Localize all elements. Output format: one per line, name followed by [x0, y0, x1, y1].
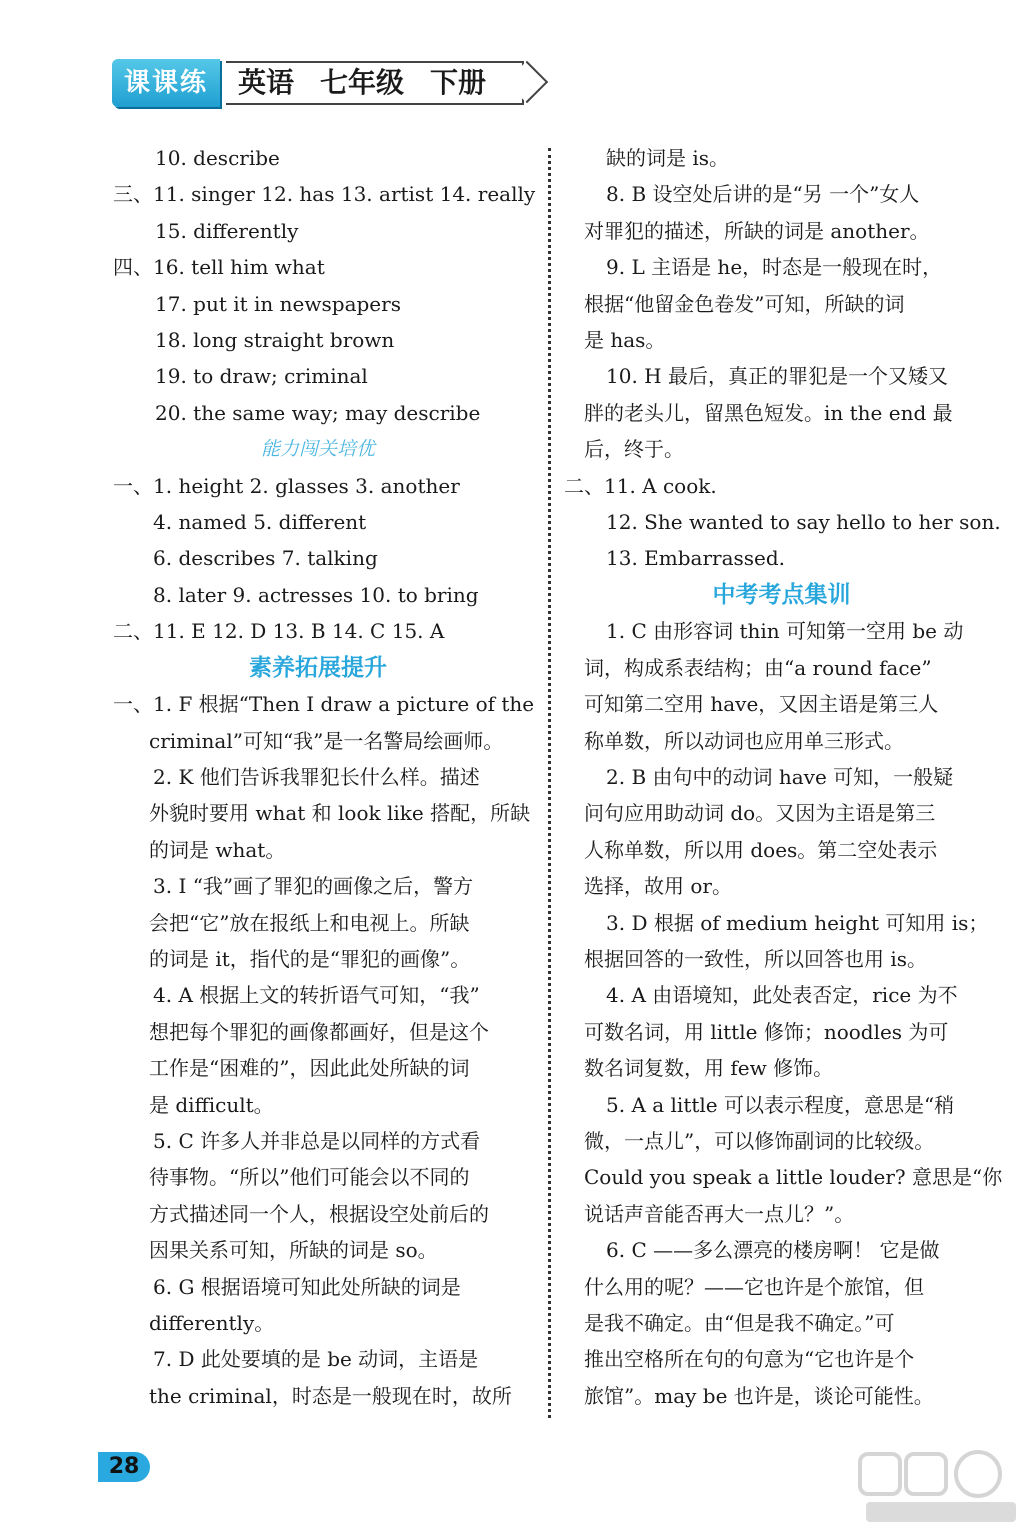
answer-line: 推出空格所在句的句意为“它也许是个	[584, 1347, 915, 1372]
answer-line: 7. D 此处要填的是 be 动词，主语是	[153, 1347, 479, 1372]
answer-line: differently。	[149, 1311, 275, 1335]
answer-line: 可知第二空用 have，又因主语是第三人	[584, 692, 939, 717]
answer-line: 17. put it in newspapers	[155, 291, 401, 316]
answer-line: 是我不确定。由“但是我不确定。”可	[584, 1311, 895, 1335]
answer-line: 8. B 设空处后讲的是“另 一个”女人	[606, 182, 920, 207]
answer-line: 5. C 许多人并非总是以同样的方式看	[153, 1128, 481, 1153]
answer-line: 四、16. tell him what	[113, 255, 325, 280]
answer-line: 一、1. F 根据“Then I draw a picture of the	[113, 692, 535, 717]
answer-line: 2. B 由句中的动词 have 可知，一般疑	[606, 764, 954, 789]
answer-line: 3. D 根据 of medium height 可知用 is；	[606, 910, 989, 935]
answer-line: 是 has。	[584, 328, 666, 353]
answer-line: 缺的词是 is。	[606, 146, 730, 170]
answer-line: 13. Embarrassed.	[606, 546, 786, 571]
answer-line: 后，终于。	[584, 437, 684, 462]
book-title	[226, 61, 524, 105]
answer-line: 二、11. E 12. D 13. B 14. C 15. A	[113, 619, 445, 644]
answer-line: 20. the same way; may describe	[155, 400, 481, 425]
answer-line: 10. describe	[155, 146, 280, 170]
answer-line: the criminal，时态是一般现在时，故所	[149, 1383, 512, 1408]
answer-line: 微，一点儿”，可以修饰副词的比较级。	[584, 1128, 935, 1153]
answer-line: 因果关系可知，所缺的词是 so。	[149, 1238, 438, 1263]
answer-line: 12. She wanted to say hello to her son.	[606, 510, 1001, 535]
answer-line: 10. H 最后，真正的罪犯是一个又矮又	[606, 364, 948, 389]
section-heading: 素养拓展提升	[249, 654, 387, 681]
answer-line: 三、11. singer 12. has 13. artist 14. really	[113, 182, 536, 207]
answer-line: 6. C ——多么漂亮的楼房啊！ 它是做	[606, 1238, 940, 1263]
page-header	[112, 58, 524, 108]
right-answer-column	[564, 140, 1003, 1414]
answer-line: 5. A a little 可以表示程度，意思是“稍	[606, 1092, 955, 1117]
answer-line: 的词是 what。	[149, 837, 286, 862]
answer-line: 人称单数，所以用 does。第二空处表示	[584, 837, 938, 862]
answer-line: 数名词复数，用 few 修饰。	[584, 1056, 834, 1081]
answer-line: 对罪犯的描述，所缺的词是 another。	[584, 218, 930, 243]
answer-line: 会把“它”放在报纸上和电视上。所缺	[149, 910, 470, 935]
answer-line: 二、11. A cook.	[564, 473, 717, 498]
answer-line: criminal”可知“我”是一名警局绘画师。	[149, 728, 504, 753]
watermark-logo	[856, 1448, 1026, 1528]
answer-line: 4. A 根据上文的转折语气可知，“我”	[153, 983, 480, 1008]
page-number: 28	[98, 1452, 150, 1482]
answer-line: 9. L 主语是 he，时态是一般现在时，	[606, 255, 943, 280]
section-heading: 能力闯关培优	[260, 438, 375, 461]
column-divider	[548, 148, 551, 1418]
answer-line: 的词是 it，指代的是“罪犯的画像”。	[149, 946, 471, 971]
answer-line: 1. C 由形容词 thin 可知第一空用 be 动	[606, 619, 964, 644]
answer-line: 根据“他留金色卷发”可知，所缺的词	[584, 291, 905, 316]
answer-line: 想把每个罪犯的画像都画好，但是这个	[149, 1019, 489, 1044]
answer-line: 根据回答的一致性，所以回答也用 is。	[584, 946, 928, 971]
answer-line: 6. G 根据语境可知此处所缺的词是	[153, 1274, 461, 1299]
subject-label: 英语	[238, 66, 295, 99]
answer-line: 18. long straight brown	[155, 328, 395, 353]
answer-line: 19. to draw; criminal	[155, 364, 368, 389]
answer-line: 待事物。“所以”他们可能会以不同的	[149, 1165, 470, 1190]
answer-line: 可数名词，用 little 修饰；noodles 为可	[584, 1019, 949, 1044]
answer-line: 工作是“困难的”，因此此处所缺的词	[149, 1056, 470, 1081]
answer-line: 什么用的呢？——它也许是个旅馆，但	[584, 1274, 924, 1299]
answer-line: 说话声音能否再大一点儿？”。	[584, 1201, 855, 1226]
answer-line: 是 difficult。	[149, 1092, 274, 1117]
answer-line: 2. K 他们告诉我罪犯长什么样。描述	[153, 764, 480, 789]
answer-line: 8. later 9. actresses 10. to bring	[153, 582, 479, 607]
series-badge: 课课练	[112, 59, 220, 107]
answer-line: 外貌时要用 what 和 look like 搭配，所缺	[149, 801, 531, 826]
section-heading: 中考考点集训	[712, 581, 851, 608]
answer-line: 旅馆”。may be 也许是，谈论可能性。	[584, 1383, 934, 1408]
answer-line: 词，构成系表结构；由“a round face”	[584, 655, 932, 680]
answer-line: Could you speak a little louder? 意思是“你	[584, 1165, 1003, 1190]
answer-line: 方式描述同一个人，根据设空处前后的	[149, 1201, 489, 1226]
answer-line: 4. A 由语境知，此处表否定，rice 为不	[606, 983, 958, 1008]
answer-line: 3. I “我”画了罪犯的画像之后，警方	[153, 874, 474, 899]
answer-line: 称单数，所以动词也应用单三形式。	[584, 728, 904, 753]
answer-line: 选择，故用 or。	[584, 874, 732, 899]
answer-line: 问句应用助动词 do。又因为主语是第三	[584, 801, 936, 826]
volume-label: 下册	[430, 66, 487, 99]
answer-line: 胖的老头儿，留黑色短发。in the end 最	[584, 400, 953, 425]
grade-label: 七年级	[320, 66, 405, 99]
answer-line: 4. named 5. different	[153, 510, 367, 535]
answer-line: 6. describes 7. talking	[153, 546, 378, 571]
answer-line: 15. differently	[155, 218, 299, 243]
left-answer-column	[113, 140, 536, 1414]
answer-line: 一、1. height 2. glasses 3. another	[113, 473, 460, 498]
